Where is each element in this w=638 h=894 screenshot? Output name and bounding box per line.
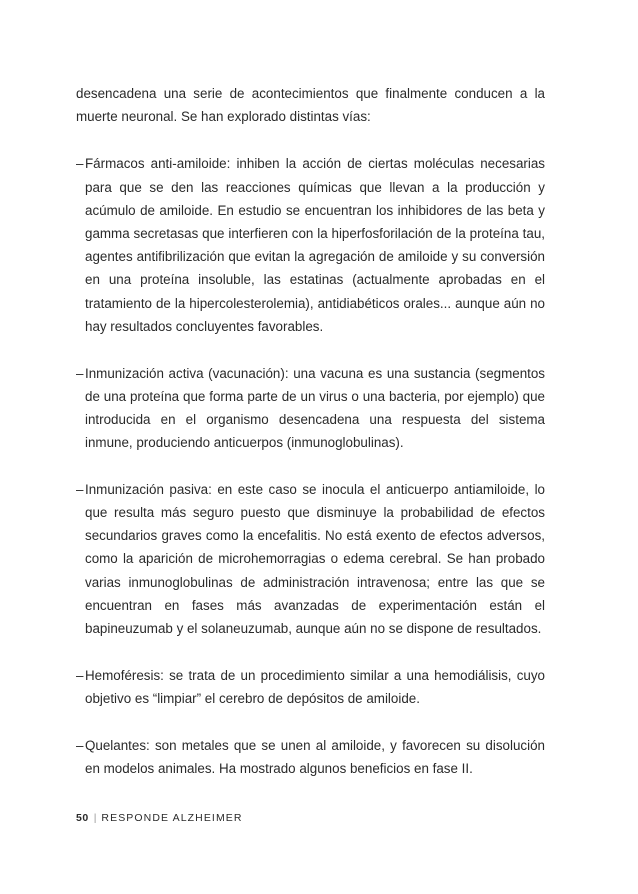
list-dash: – [76,667,84,683]
list-item-text: Inmunización pasiva: en este caso se inocula el anticuerpo antiamiloide, lo que resulta más seguro puesto que disminuye la probabilidad de efectos secundarios graves como la encefalitis. No está exento de efectos adversos, como la aparición de microhemorragias o edema cerebral. Se han probado varias inmunoglobulinas de administración intravenosa; entre las que se encuentran en fases más avanzadas de experimentación están el bapineuzumab y el solaneuzumab, aunque aún no se dispone de resultados. [85,481,545,637]
list-dash: – [76,156,84,172]
list-item-farmacos-antiamiloide [76,152,545,338]
page-number: 50 [76,812,89,824]
list-item-quelantes [76,734,545,780]
page-footer [76,812,243,824]
footer-separator: | [93,812,97,824]
intro-paragraph: desencadena una serie de acontecimientos que finalmente conducen a la muerte neuronal. Se han explorado distintas vías: [76,86,545,125]
list-dash: – [76,737,84,753]
list-item-text: Quelantes: son metales que se unen al amiloide, y favorecen su disolución en modelos animales. Ha mostrado algunos beneficios en fase II. [85,737,545,776]
list-item-hemoferesis [76,664,545,710]
list-item-text: Inmunización activa (vacunación): una vacuna es una sustancia (segmentos de una proteína que forma parte de un virus o una bacteria, por ejemplo) que introducida en el organismo desencadena una respuesta del sistema inmune, produciendo anticuerpos (inmunoglobulinas). [85,365,545,451]
list-item-inmunizacion-pasiva [76,478,545,640]
list-dash: – [76,481,84,497]
list-item-inmunizacion-activa [76,362,545,455]
list-dash: – [76,365,84,381]
body-text [76,82,545,804]
list-item-text: Hemoféresis: se trata de un procedimiento similar a una hemodiálisis, cuyo objetivo es “limpiar” el cerebro de depósitos de amiloide. [85,667,545,706]
list-item-text: Fármacos anti-amiloide: inhiben la acción de ciertas moléculas necesarias para que se den las reacciones químicas que llevan a la producción y acúmulo de amiloide. En estudio se encuentran los inhibidores de las beta y gamma secretasas que interfieren con la hiperfosforilación de la proteína tau, agentes antifibrilización que evitan la agregación de amiloide y su conversión en una proteína insoluble, las estatinas (actualmente aprobadas en el tratamiento de la hipercolesterolemia), antidiabéticos orales... aunque aún no hay resultados concluyentes favorables. [85,156,545,334]
publication-title: RESPONDE ALZHEIMER [101,812,243,824]
